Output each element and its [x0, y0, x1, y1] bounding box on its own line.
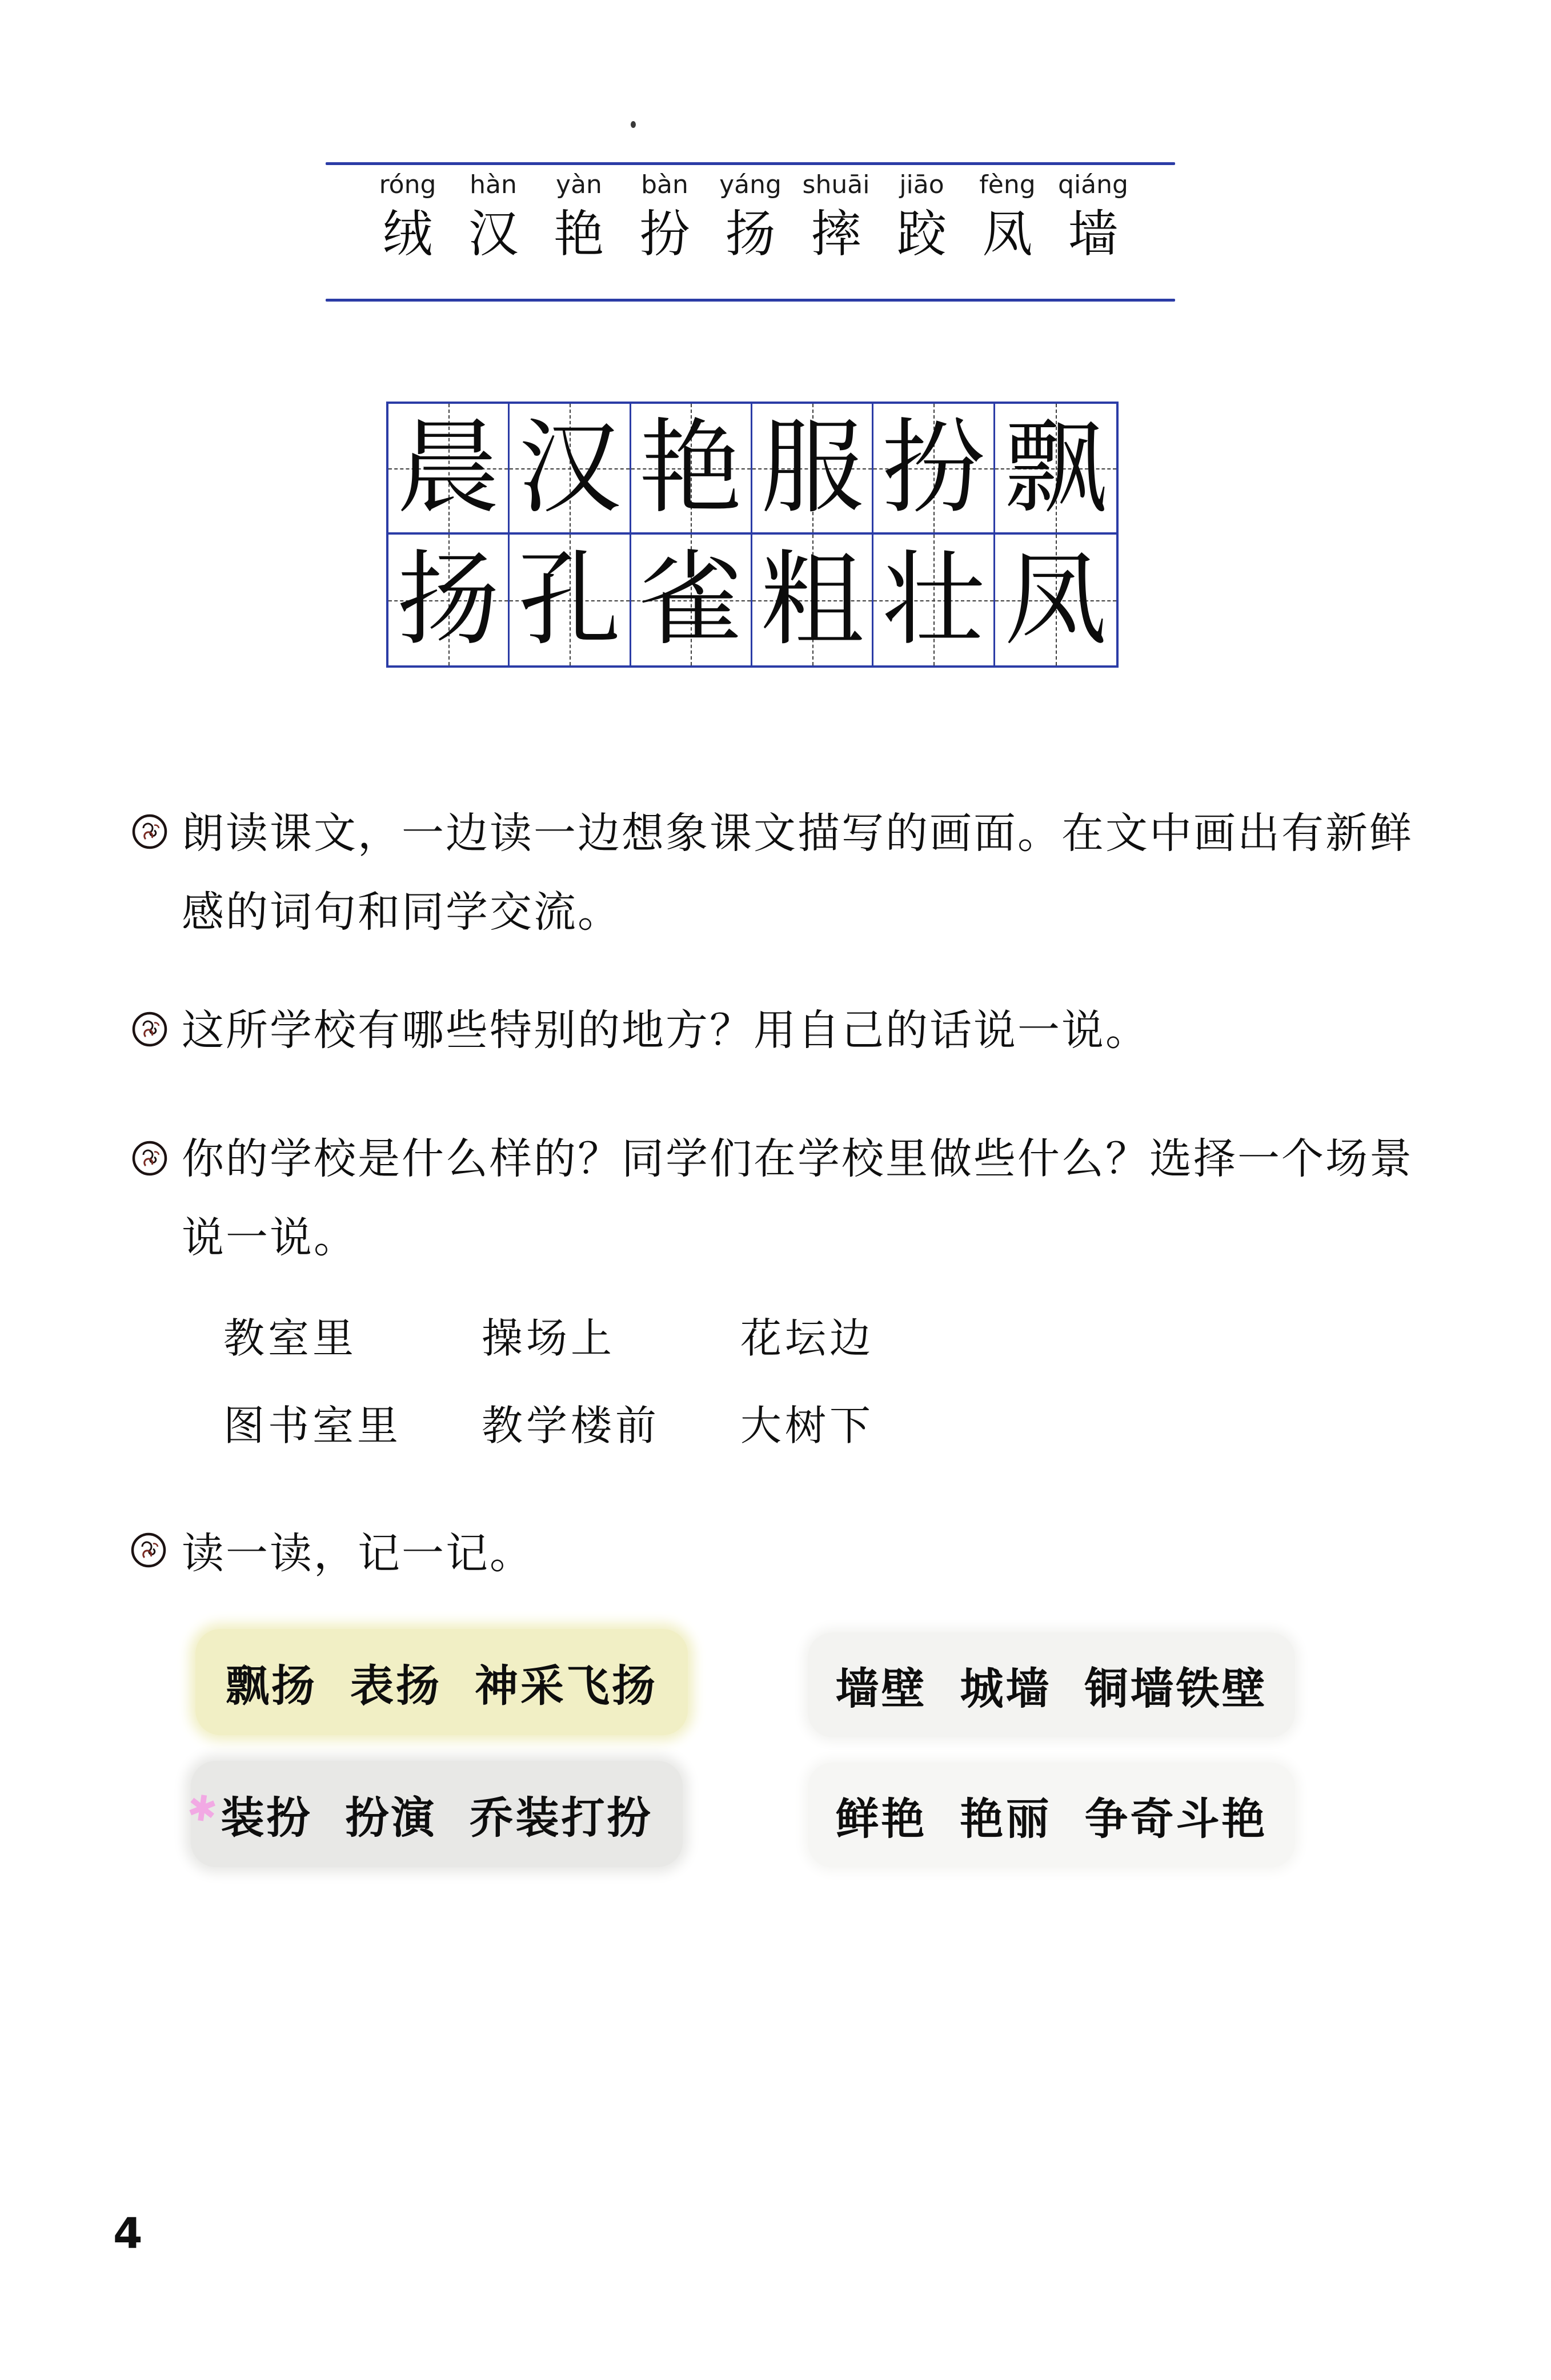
grid-cell — [510, 535, 631, 665]
grid-cell — [510, 404, 631, 535]
word: 城墙 — [960, 1663, 1052, 1714]
pinyin-item — [879, 170, 965, 264]
exercise-2 — [182, 1006, 1149, 1055]
word-group-qiangbi — [808, 1632, 1295, 1737]
pinyin-hanzi: 艳 — [554, 204, 604, 263]
location-word: 教学楼前 — [482, 1402, 660, 1450]
exercise-1-line-1: 朗读课文，一边读一边想象课文描写的画面。在文中画出有新鲜 — [182, 809, 1413, 858]
pinyin-hanzi: 凤 — [982, 204, 1033, 263]
grid-character: 扮 — [881, 408, 985, 528]
spiral-stamp-icon — [130, 1532, 167, 1568]
pinyin-text: bàn — [641, 170, 688, 199]
exercise-4 — [182, 1529, 534, 1578]
grid-cell — [631, 404, 752, 535]
word: 神采飞扬 — [475, 1660, 658, 1711]
grid-cell — [873, 404, 995, 535]
location-word: 花坛边 — [740, 1314, 875, 1362]
pinyin-text: qiáng — [1058, 170, 1128, 199]
spiral-stamp-icon — [131, 1140, 168, 1177]
word: 鲜艳 — [835, 1793, 927, 1844]
pinyin-text: jiāo — [899, 170, 944, 199]
pinyin-text: fèng — [979, 170, 1036, 199]
grid-character: 粗 — [760, 540, 864, 660]
grid-character: 凤 — [1004, 540, 1107, 660]
pinyin-hanzi: 汉 — [468, 204, 519, 263]
pinyin-text: shuāi — [802, 170, 870, 199]
word: 艳丽 — [960, 1793, 1052, 1844]
pinyin-text: hàn — [470, 170, 517, 199]
grid-cell — [752, 404, 873, 535]
grid-cell — [388, 535, 510, 665]
exercise-3-line-2: 说一说。 — [182, 1213, 358, 1262]
pinyin-character-row — [326, 170, 1175, 296]
exercise-1-line-2: 感的词句和同学交流。 — [182, 888, 622, 937]
pinyin-text: yàn — [556, 170, 602, 199]
pinyin-hanzi: 跤 — [896, 204, 947, 263]
grid-character: 汉 — [518, 408, 621, 528]
grid-character: 雀 — [639, 540, 743, 660]
pinyin-hanzi: 墙 — [1068, 204, 1119, 263]
pinyin-item — [365, 170, 451, 264]
grid-character: 扬 — [396, 540, 500, 660]
pinyin-hanzi: 摔 — [811, 204, 861, 263]
pinyin-item — [451, 170, 536, 264]
pinyin-item — [793, 170, 879, 264]
grid-character: 壮 — [881, 540, 985, 660]
word: 装扮 — [221, 1792, 312, 1843]
exercise-3-line-1: 你的学校是什么样的？同学们在学校里做些什么？选择一个场景 — [182, 1134, 1413, 1183]
exercise-3 — [182, 1134, 1413, 1262]
location-word: 教室里 — [223, 1314, 358, 1362]
exercise-1 — [182, 809, 1413, 937]
word: 扮演 — [345, 1792, 437, 1843]
grid-character: 艳 — [639, 408, 743, 528]
pinyin-hanzi: 绒 — [382, 204, 433, 263]
pink-artifact-mark: ✱ — [185, 1785, 220, 1832]
location-word: 大树下 — [740, 1402, 875, 1450]
grid-character: 晨 — [396, 408, 500, 528]
pinyin-item — [1051, 170, 1136, 264]
word: 争奇斗艳 — [1084, 1793, 1268, 1844]
word-group-xianyan — [808, 1763, 1295, 1868]
word: 墙壁 — [835, 1663, 927, 1714]
pinyin-item — [622, 170, 708, 264]
pinyin-item — [965, 170, 1051, 264]
grid-character: 飘 — [1004, 408, 1107, 528]
word: 铜墙铁壁 — [1084, 1663, 1268, 1714]
spiral-stamp-icon — [131, 813, 168, 850]
word: 乔装打扮 — [470, 1792, 653, 1843]
word: 表扬 — [350, 1660, 442, 1711]
pinyin-hanzi: 扬 — [725, 204, 776, 263]
exercise-4-line-1: 读一读，记一记。 — [182, 1529, 534, 1578]
print-speck-dot — [631, 121, 636, 128]
pinyin-item — [708, 170, 793, 264]
grid-cell — [752, 535, 873, 665]
grid-cell — [873, 535, 995, 665]
pinyin-rule-top — [326, 162, 1175, 165]
page-number: 4 — [113, 2209, 143, 2258]
word: 飘扬 — [226, 1660, 317, 1711]
location-word: 图书室里 — [223, 1402, 402, 1450]
pinyin-text: yáng — [719, 170, 781, 199]
pinyin-hanzi: 扮 — [639, 204, 690, 263]
word-group-piaoyang — [195, 1629, 688, 1735]
pinyin-text: róng — [379, 170, 436, 199]
writing-practice-grid — [386, 402, 1119, 668]
pinyin-item — [536, 170, 622, 264]
grid-cell — [631, 535, 752, 665]
spiral-stamp-icon — [131, 1011, 168, 1047]
location-word: 操场上 — [482, 1314, 616, 1362]
word-group-zhuangban — [191, 1761, 683, 1867]
pinyin-rule-bottom — [326, 299, 1175, 302]
grid-character: 孔 — [518, 540, 621, 660]
grid-cell — [995, 535, 1116, 665]
grid-character: 服 — [760, 408, 864, 528]
grid-cell — [995, 404, 1116, 535]
exercise-2-line-1: 这所学校有哪些特别的地方？用自己的话说一说。 — [182, 1006, 1149, 1055]
grid-cell — [388, 404, 510, 535]
